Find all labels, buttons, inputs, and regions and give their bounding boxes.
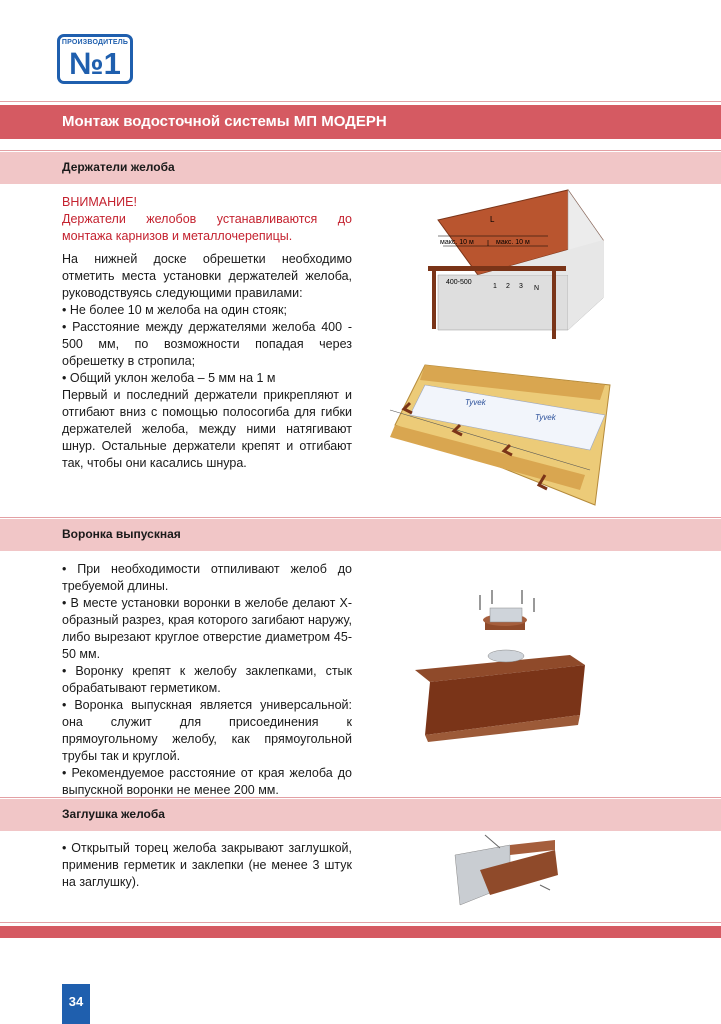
footer-divider <box>0 922 721 923</box>
holders-paragraph: Первый и последний держатели прикрепляют и отгибают вниз с помощью полосогиба для гибки держателей желоба, между ними натягивают шнур. Остальные держатели крепят и отгибают так, чтобы они касались шнура. <box>62 388 352 470</box>
funnel-bullet: • При необходимости отпиливают желоб до требуемой длины. <box>62 562 352 593</box>
membrane-label: Tyvek <box>535 413 556 422</box>
diagram-label-3: 3 <box>519 283 523 290</box>
section-cap-text <box>62 840 352 891</box>
cap-bullet: • Открытый торец желоба закрывают заглушкой, применив герметик и заклепки (не менее 3 штук на заглушку). <box>62 841 352 889</box>
footer-bar <box>0 926 721 938</box>
diagram-label-1: 1 <box>493 283 497 290</box>
section-divider <box>0 797 721 798</box>
diagram-label-max1: макс. 10 м <box>440 239 474 246</box>
logo-number: №1 <box>69 46 121 81</box>
funnel-bullet: • Воронку крепят к желобу заклепками, стык обрабатывают герметиком. <box>62 664 352 695</box>
holders-paragraph: На нижней доске обрешетки необходимо отметить места установки держателей желоба, руководствуясь следующими правилами: <box>62 252 352 300</box>
logo-caption: ПРОИЗВОДИТЕЛЬ <box>61 39 129 46</box>
funnel-bullet: • В месте установки воронки в желобе делают Х-образный разрез, края которого загибают наружу, либо вырезают круглое отверстие диаметром 45-50 мм. <box>62 596 352 661</box>
header-divider <box>0 101 721 102</box>
holders-bullet: • Общий уклон желоба – 5 мм на 1 м <box>62 371 276 385</box>
warning-text: Держатели желобов устанавливаются до монтажа карнизов и металлочерепицы. <box>62 212 352 243</box>
section-funnel-title: Воронка выпускная <box>62 527 181 541</box>
manufacturer-logo <box>57 34 133 84</box>
funnel-bullet: • Воронка выпускная является универсальной: она служит для присоединения к прямоугольному желобу, как прямоугольной трубы так и круглой. <box>62 698 352 763</box>
page-number: 34 <box>62 984 90 1024</box>
holders-bullet: • Не более 10 м желоба на один стояк; <box>62 303 287 317</box>
section-divider <box>0 517 721 518</box>
diagram-label-max2: макс. 10 м <box>496 239 530 246</box>
roof-batten-holders-illustration <box>385 345 625 515</box>
section-holders-header <box>0 152 721 184</box>
warning-title: ВНИМАНИЕ! <box>62 195 137 209</box>
section-cap-header <box>0 799 721 831</box>
diagram-label-2: 2 <box>506 283 510 290</box>
section-divider <box>0 150 721 151</box>
diagram-label-spacing: 400-500 <box>446 279 472 286</box>
section-holders-title: Держатели желоба <box>62 160 175 174</box>
section-funnel-header <box>0 519 721 551</box>
diagram-label-L: L <box>490 215 495 224</box>
membrane-label: Tyvek <box>465 398 486 407</box>
funnel-bullet: • Рекомендуемое расстояние от края желоба до выпускной воронки не менее 200 мм. <box>62 766 352 797</box>
diagram-label-N: N <box>534 285 540 292</box>
holders-bullet: • Расстояние между держателями желоба 400 - 500 мм, по возможности попадая через обрешетку в стропила; <box>62 320 352 368</box>
gutter-funnel-illustration <box>410 590 590 760</box>
section-holders-text <box>62 194 352 472</box>
section-funnel-text <box>62 561 352 799</box>
section-cap-title: Заглушка желоба <box>62 807 165 821</box>
page-header <box>0 105 721 139</box>
house-gutter-diagram <box>418 180 608 340</box>
gutter-cap-illustration <box>450 830 570 915</box>
page-title: Монтаж водосточной системы МП МОДЕРН <box>62 113 387 130</box>
